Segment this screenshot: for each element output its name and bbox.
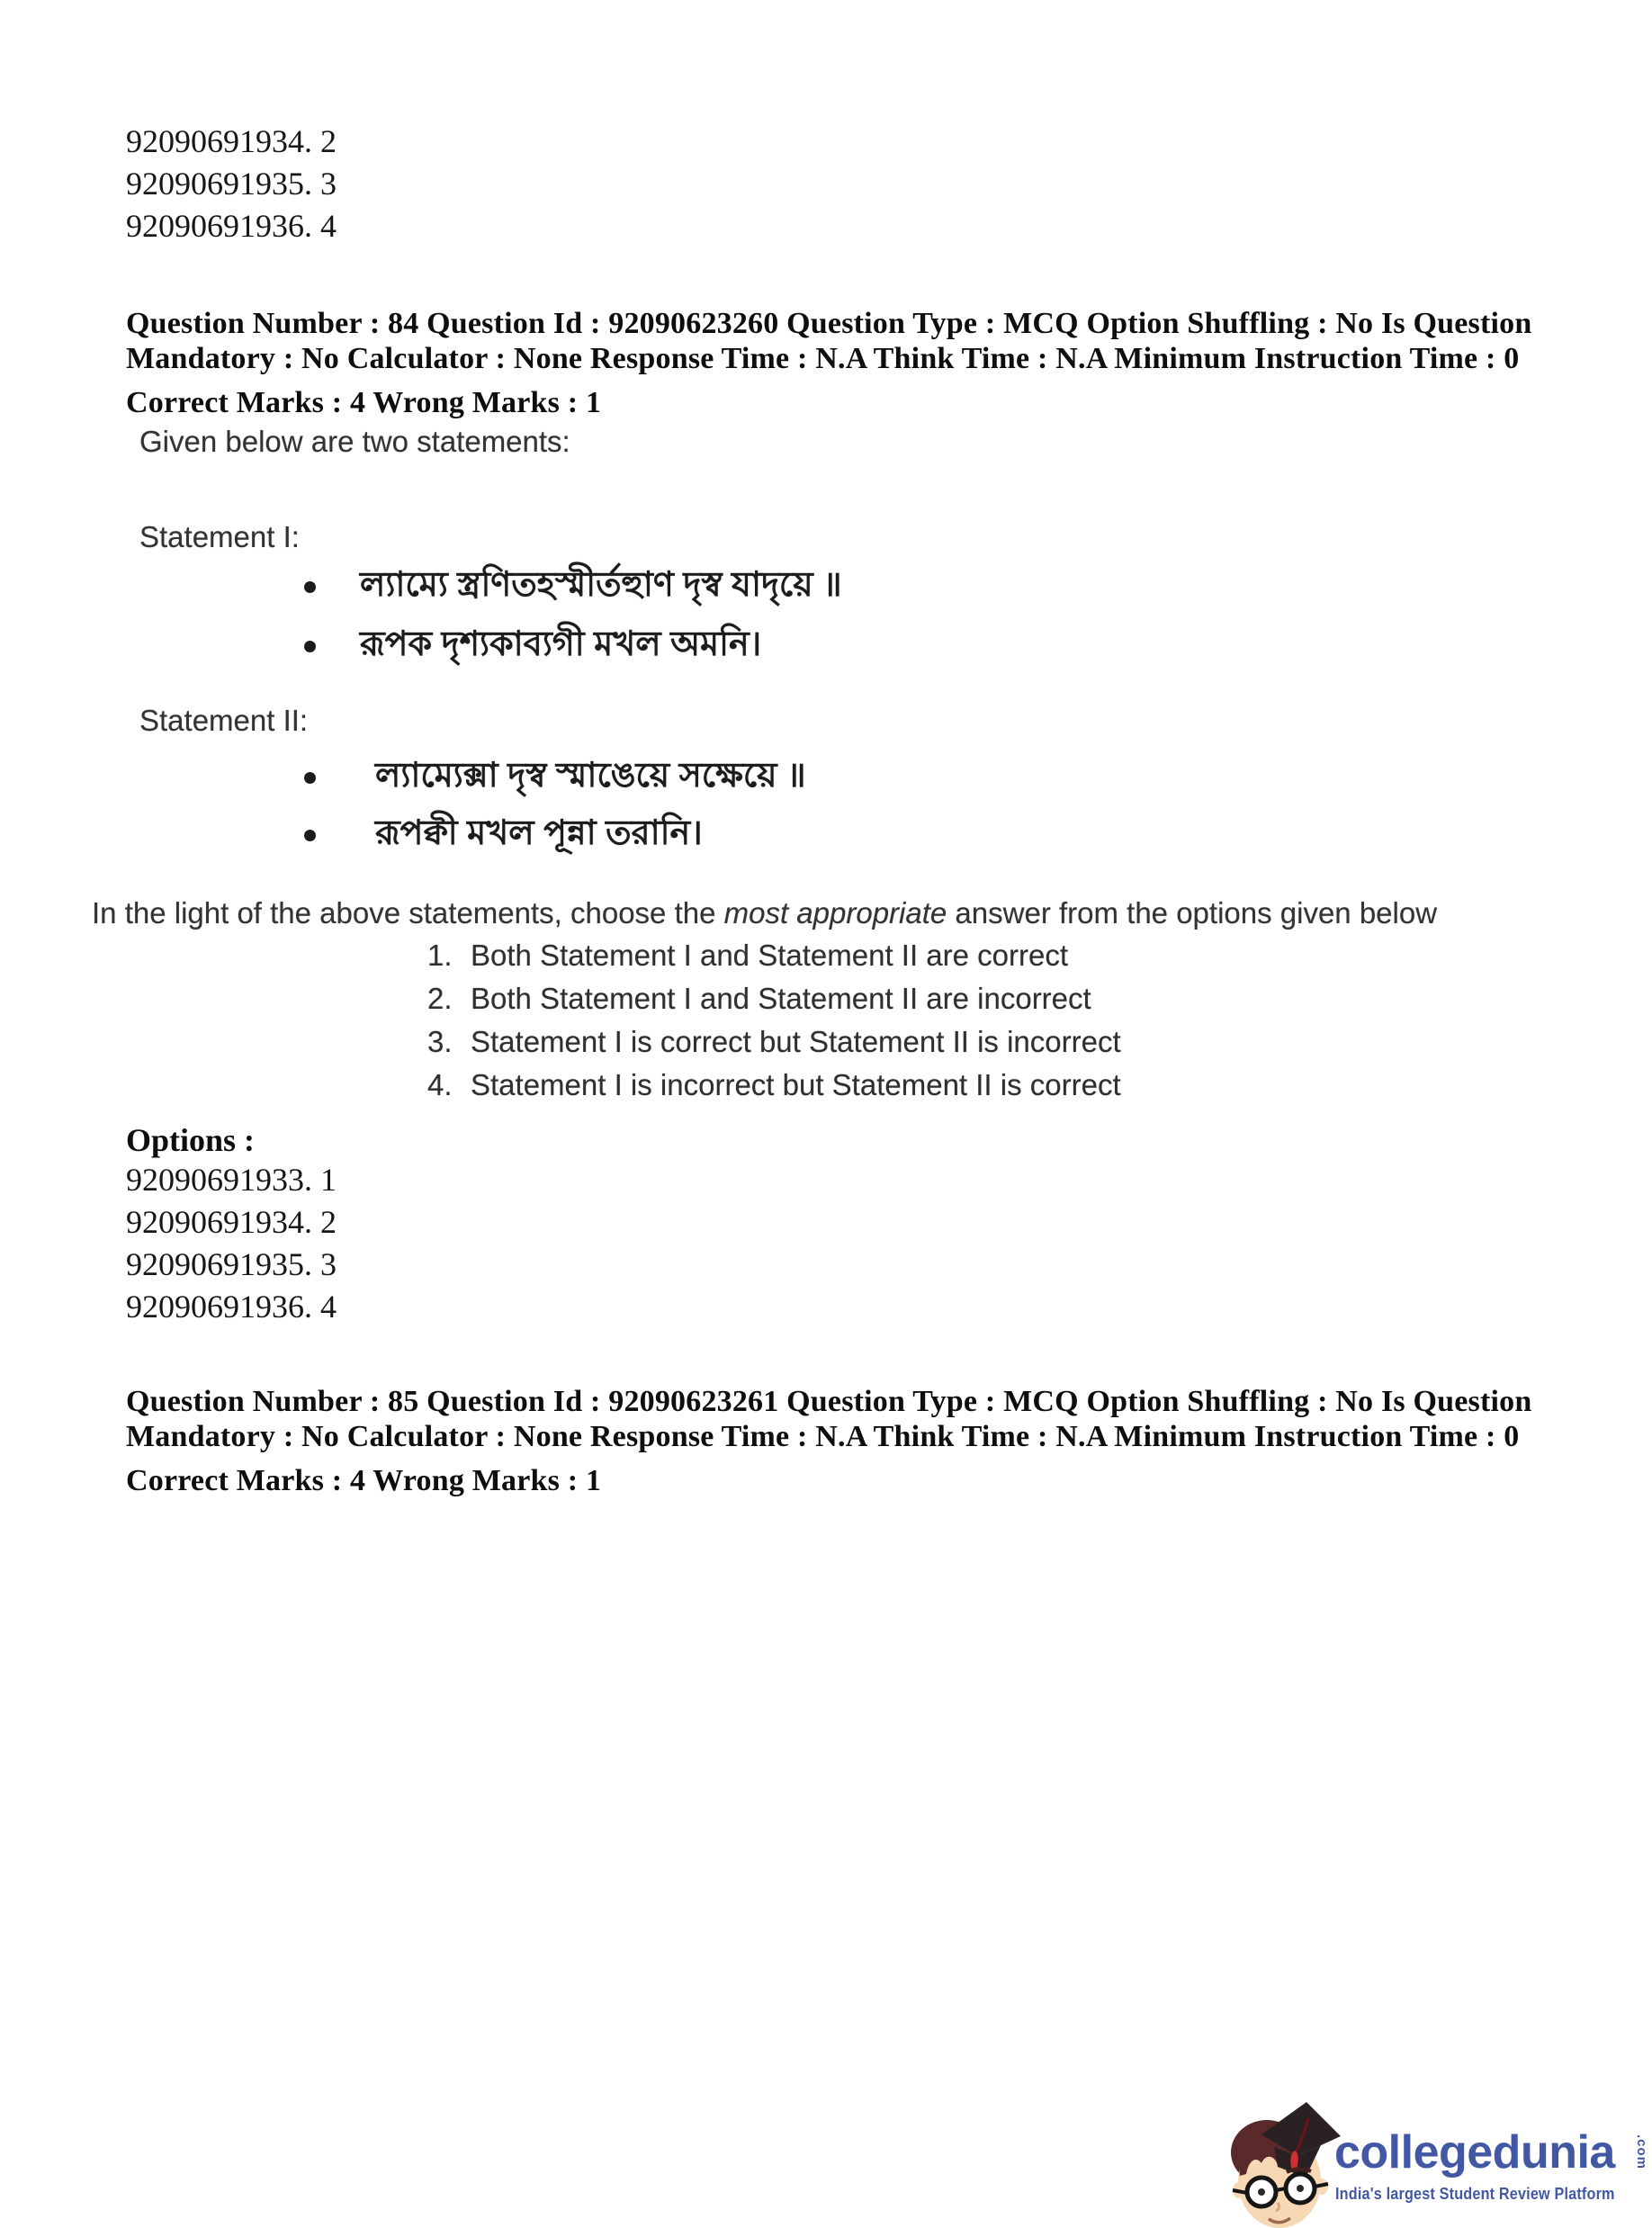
collegedunia-tld: .com <box>1634 2134 1649 2170</box>
statement-1-label: Statement I: <box>139 520 300 553</box>
choice-number: 3. <box>427 1025 453 1058</box>
question-85-header <box>126 1384 1531 1498</box>
choice-number: 4. <box>427 1068 453 1101</box>
option-id-list-top <box>126 121 337 247</box>
statement-2-bullet-1 <box>304 758 806 797</box>
choice-text: Both Statement I and Statement II are incorrect <box>471 982 1091 1015</box>
options-label: Options : <box>126 1122 256 1158</box>
closing-instruction <box>92 896 1437 930</box>
option-id: 92090691936. 4 <box>126 208 337 244</box>
option-id: 92090691934. 2 <box>126 1204 337 1240</box>
question-meta-line: Question Number : 84 Question Id : 92090623260 Question Type : MCQ Option Shuffling : No Is Question <box>126 307 1532 340</box>
question-meta-line: Mandatory : No Calculator : None Response Time : N.A Think Time : N.A Minimum Instruction Time : 0 <box>126 342 1520 375</box>
bullet-icon <box>304 830 316 841</box>
statement-text: ল্যাম্যে স্ত্রণিতহস্মীর্তহুাণ দৃস্ব যাদৃয়ে ॥ <box>360 566 842 604</box>
option-id: 92090691935. 3 <box>126 166 337 202</box>
option-id: 92090691934. 2 <box>126 123 337 159</box>
collegedunia-wordmark: collegedunia <box>1334 2126 1615 2179</box>
option-id: 92090691933. 1 <box>126 1162 337 1198</box>
question-meta-line: Mandatory : No Calculator : None Response Time : N.A Think Time : N.A Minimum Instruction Time : 0 <box>126 1420 1520 1453</box>
choice-number: 1. <box>427 939 453 972</box>
closing-suffix: answer from the options given below <box>947 896 1438 930</box>
answer-choice <box>427 1020 1121 1064</box>
option-id: 92090691935. 3 <box>126 1246 337 1282</box>
choice-number: 2. <box>427 982 453 1015</box>
bullet-icon <box>304 581 316 593</box>
option-id-list <box>126 1159 337 1328</box>
question-meta-line: Question Number : 85 Question Id : 92090623261 Question Type : MCQ Option Shuffling : No Is Question <box>126 1385 1532 1418</box>
collegedunia-logo <box>1222 2097 1652 2228</box>
bullet-icon <box>304 641 316 652</box>
answer-choice <box>427 934 1121 977</box>
statement-2-bullet-2 <box>304 815 703 855</box>
question-marks-line: Correct Marks : 4 Wrong Marks : 1 <box>126 386 602 419</box>
answer-choice <box>427 1064 1121 1107</box>
question-84-header <box>126 306 1531 420</box>
statement-text: রূপক্বী মখল পূন্না তরানি। <box>375 814 703 852</box>
closing-italic-phrase: most appropriate <box>723 896 947 930</box>
statement-1-bullet-1 <box>304 567 842 606</box>
statement-1-bullet-2 <box>304 626 761 666</box>
answer-choice-list <box>427 934 1121 1107</box>
closing-prefix: In the light of the above statements, choose the <box>92 896 724 930</box>
statement-text: রূপক দৃশ্যকাব্যগী মখল অমনি। <box>360 625 762 663</box>
choice-text: Statement I is incorrect but Statement II is correct <box>471 1068 1121 1101</box>
question-marks-line: Correct Marks : 4 Wrong Marks : 1 <box>126 1464 602 1497</box>
answer-choice <box>427 977 1121 1020</box>
statement-text: ল্যাম্যেক্সা দৃস্ব স্মাঙেয়ে সক্ষেয়ে ॥ <box>375 757 806 795</box>
graduate-mascot-icon <box>1222 2097 1339 2228</box>
bullet-icon <box>304 772 316 784</box>
question-intro-text: Given below are two statements: <box>139 425 570 458</box>
option-id: 92090691936. 4 <box>126 1289 337 1325</box>
choice-text: Both Statement I and Statement II are correct <box>471 939 1069 972</box>
statement-2-label: Statement II: <box>139 704 309 737</box>
choice-text: Statement I is correct but Statement II is incorrect <box>471 1025 1121 1058</box>
collegedunia-tagline: India's largest Student Review Platform <box>1335 2185 1615 2203</box>
